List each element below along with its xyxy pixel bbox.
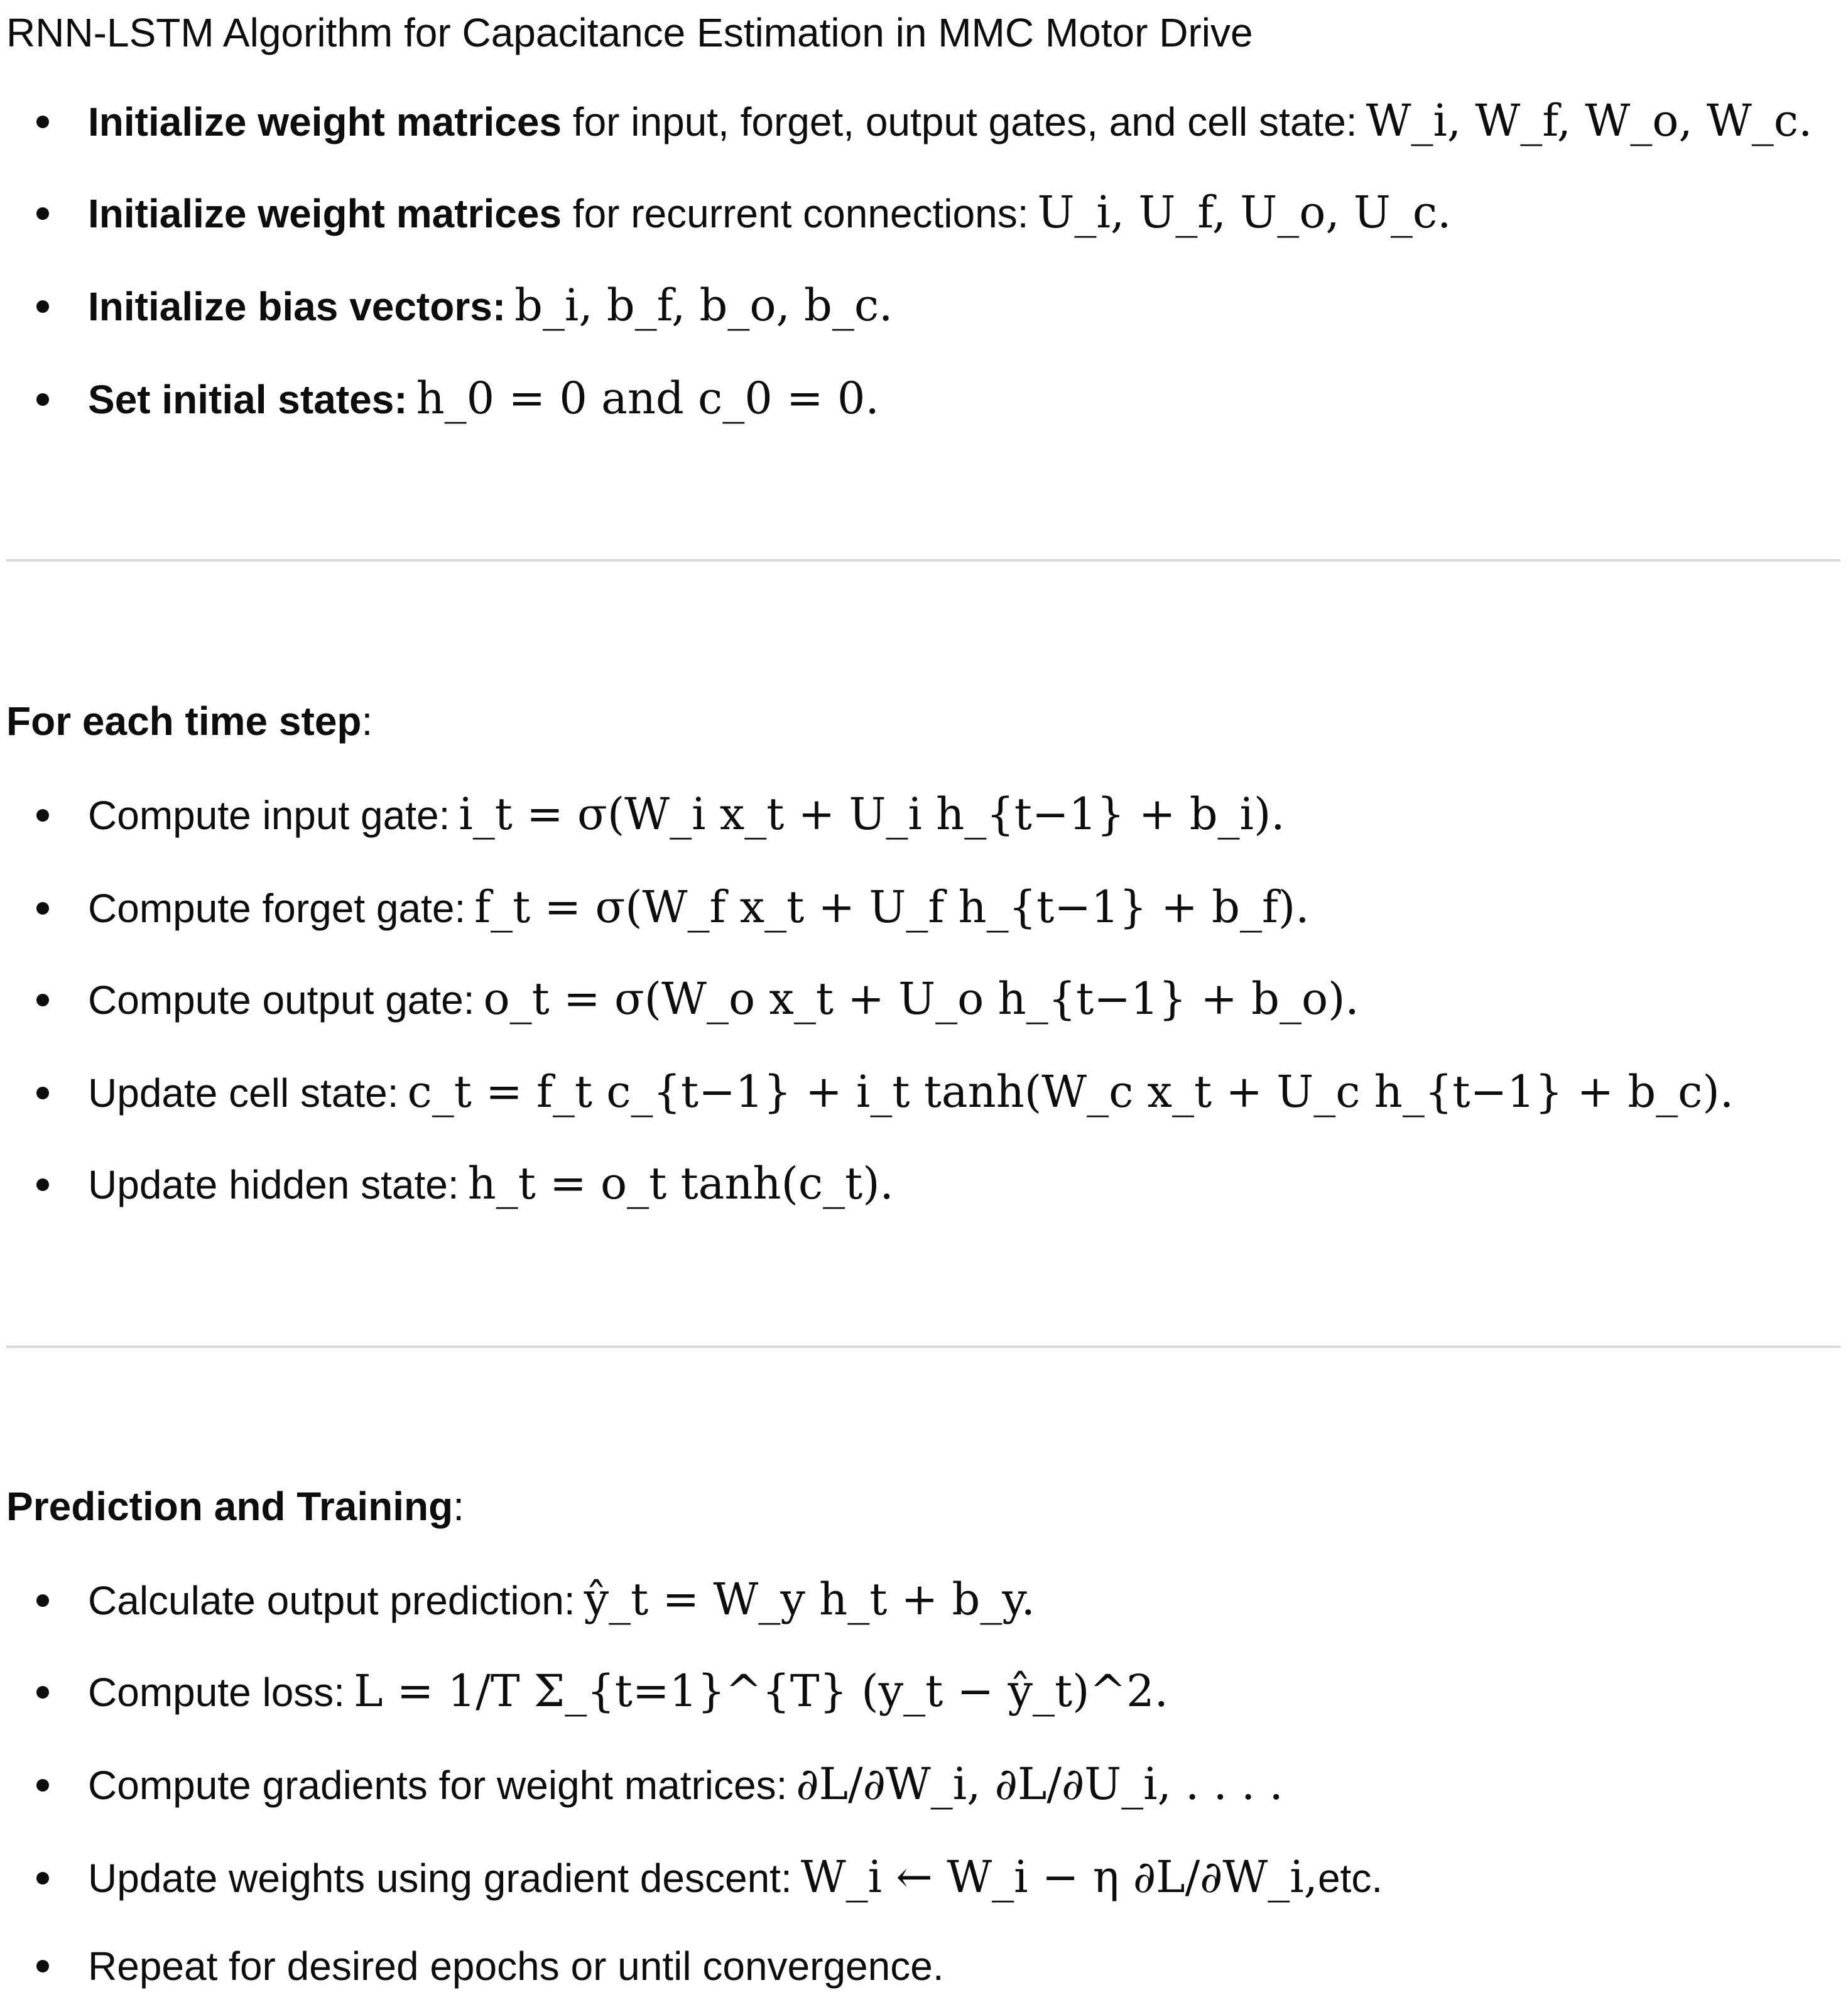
item-text: for input, forget, output gates, and cell state: (562, 99, 1357, 144)
item-math: L = 1/T Σ_{t=1}^{T} (y_t − ŷ_t)^2. (354, 1665, 1168, 1717)
item-math: b_i, b_f, b_o, b_c. (514, 280, 893, 331)
bullet-icon (36, 902, 49, 915)
list-item (36, 186, 1451, 239)
list-item (36, 1942, 944, 1991)
item-lead: Initialize bias vectors: (88, 284, 506, 329)
item-math: U_i, U_f, U_o, U_c. (1037, 187, 1452, 238)
item-math: W_i, W_f, W_o, W_c. (1366, 95, 1813, 146)
item-text: Update hidden state: (88, 1162, 459, 1207)
item-lead: Set initial states: (88, 377, 408, 422)
item-lead: Initialize weight matrices (88, 99, 562, 144)
item-math: ŷ_t = W_y h_t + b_y. (584, 1574, 1035, 1625)
bullet-icon (36, 1960, 49, 1972)
item-math: h_t = o_t tanh(c_t). (467, 1158, 894, 1209)
section-heading-suffix: : (453, 1484, 464, 1529)
item-math: f_t = σ(W_f x_t + U_f h_{t−1} + b_f). (474, 881, 1310, 933)
bullet-icon (36, 1178, 49, 1191)
list-item (36, 1851, 1383, 1903)
item-text: Compute input gate: (88, 793, 450, 838)
list-item (36, 1065, 1734, 1118)
item-text: Update weights using gradient descent: (88, 1856, 792, 1901)
section-heading-training (6, 1482, 464, 1531)
item-math: h_0 = 0 and c_0 = 0. (416, 373, 879, 424)
item-lead: Initialize weight matrices (88, 191, 562, 236)
list-item (36, 788, 1285, 840)
list-item (36, 94, 1812, 147)
bullet-icon (36, 809, 49, 822)
item-text: Repeat for desired epochs or until convergence. (88, 1944, 944, 1989)
section-heading-time-step (6, 697, 372, 746)
bullet-icon (36, 994, 49, 1006)
page-title: RNN-LSTM Algorithm for Capacitance Estimation in MMC Motor Drive (6, 10, 1253, 55)
item-text: Compute output gate: (88, 977, 475, 1023)
bullet-icon (36, 116, 49, 128)
bullet-icon (36, 1686, 49, 1699)
bullet-icon (36, 1779, 49, 1792)
section-heading-suffix: : (361, 699, 373, 744)
bullet-icon (36, 300, 49, 313)
list-item (36, 972, 1359, 1025)
bullet-icon (36, 1087, 49, 1099)
list-item (36, 372, 879, 425)
bullet-icon (36, 207, 49, 220)
item-text: Update cell state: (88, 1070, 399, 1116)
item-math: i_t = σ(W_i x_t + U_i h_{t−1} + b_i). (459, 788, 1285, 840)
section-divider (6, 1346, 1840, 1348)
section-divider (6, 559, 1840, 562)
item-math: c_t = f_t c_{t−1} + i_t tanh(W_c x_t + U_c h_{t−1} + b_c). (407, 1066, 1734, 1118)
section-heading-label: For each time step (6, 699, 362, 744)
list-item (36, 1665, 1168, 1717)
list-item (36, 279, 893, 332)
list-item (36, 881, 1309, 933)
list-item (36, 1758, 1283, 1810)
item-text: for recurrent connections: (562, 191, 1029, 236)
item-text: Calculate output prediction: (88, 1578, 575, 1623)
section-heading-label: Prediction and Training (6, 1484, 454, 1529)
bullet-icon (36, 1594, 49, 1607)
bullet-icon (36, 393, 49, 406)
item-math: ∂L/∂W_i, ∂L/∂U_i, . . . . (796, 1758, 1283, 1810)
list-item (36, 1157, 894, 1210)
list-item (36, 1573, 1035, 1626)
item-math: W_i ← W_i − η ∂L/∂W_i, (800, 1851, 1318, 1903)
bullet-icon (36, 1872, 49, 1885)
item-suffix: etc. (1317, 1856, 1383, 1901)
item-text: Compute gradients for weight matrices: (88, 1763, 788, 1808)
item-math: o_t = σ(W_o x_t + U_o h_{t−1} + b_o). (483, 973, 1359, 1025)
item-text: Compute forget gate: (88, 886, 466, 931)
item-text: Compute loss: (88, 1670, 345, 1715)
